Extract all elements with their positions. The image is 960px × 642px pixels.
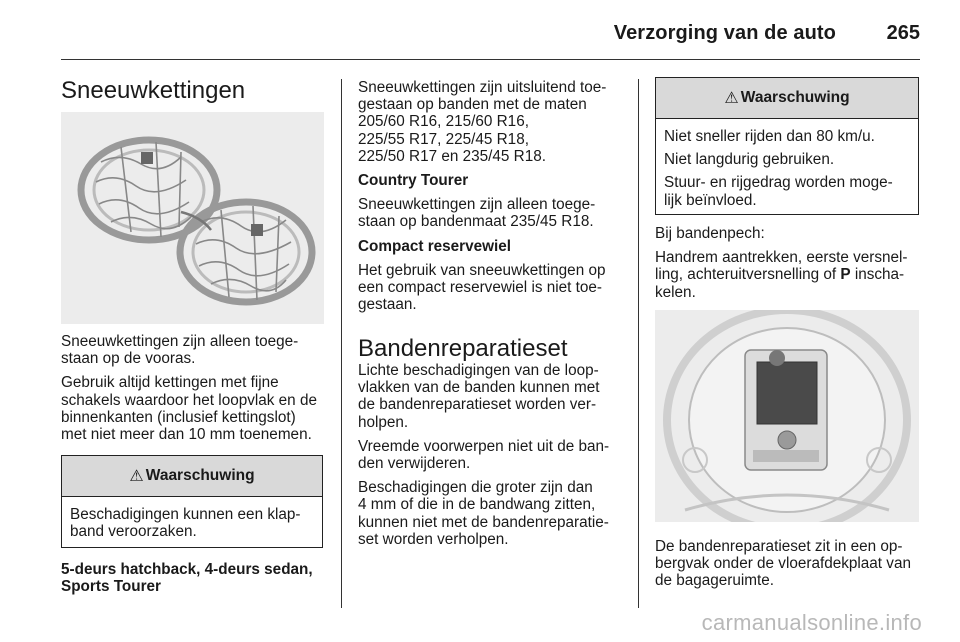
warning-item-duration: Niet langdurig gebruiken.: [664, 151, 835, 169]
paragraph-fine-links: [61, 374, 331, 443]
text-line: 225/50 R17 en 235/45 R18.: [358, 147, 546, 165]
page-number: 265: [886, 22, 920, 44]
running-header-title: Verzorging van de auto: [613, 22, 836, 44]
text-line: Beschadigingen kunnen een klap-: [70, 506, 301, 523]
text-line: kunnen niet met de bandenreparatie-: [358, 513, 609, 531]
warning-triangle-icon: ⚠: [724, 90, 739, 107]
text-line: Stuur- en rijgedrag worden moge-: [664, 174, 893, 192]
paragraph-tyre-sizes: [358, 79, 630, 165]
warning-body: [62, 497, 322, 548]
section-title-repair-kit: Bandenreparatieset: [358, 335, 568, 362]
text-line: kelen.: [655, 283, 696, 301]
text-line: Het gebruik van sneeuwkettingen op: [358, 261, 606, 279]
text-line: den verwijderen.: [358, 455, 471, 473]
text-line: bergvak onder de vloerafdekplaat van: [655, 555, 911, 573]
text-line: Sneeuwkettingen zijn alleen toege-: [61, 333, 299, 350]
text-line: met niet meer dan 10 mm toenemen.: [61, 426, 312, 444]
text-line: staan op bandenmaat 235/45 R18.: [358, 213, 594, 231]
text-line: gestaan op banden met de maten: [358, 96, 587, 114]
text-line: De bandenreparatieset zit in een op-: [655, 538, 903, 555]
text-line: ling, achteruitversnelling of: [655, 266, 841, 284]
text-line: 225/55 R17, 225/45 R18,: [358, 130, 529, 148]
text-line: de bagageruimte.: [655, 572, 775, 590]
paragraph-flat-instructions: [655, 249, 925, 301]
warning-heading: [656, 78, 918, 119]
text-line: vlakken van de banden kunnen met: [358, 379, 600, 397]
warning-triangle-icon: ⚠: [129, 468, 144, 485]
text-line: 205/60 R16, 215/60 R16,: [358, 113, 529, 131]
column-divider-right: [638, 79, 639, 608]
left-column-text: [61, 333, 331, 450]
warning-box-right: [655, 77, 919, 215]
warning-item-handling: [664, 174, 910, 208]
text-line: 5-deurs hatchback, 4-deurs sedan,: [61, 561, 313, 578]
gear-p-label: P: [840, 266, 851, 284]
text-line: 4 mm of die in de bandwang zitten,: [358, 496, 596, 514]
repair-kit-caption: [655, 538, 925, 590]
text-line: staan op de vooras.: [61, 350, 196, 368]
paragraph-repair-1: [358, 362, 630, 431]
text-line: de bandenreparatieset worden ver-: [358, 396, 597, 414]
warning-heading: [62, 456, 322, 497]
text-line: holpen.: [358, 413, 409, 431]
text-line: band veroorzaken.: [70, 523, 197, 541]
warning-box-left: [61, 455, 323, 548]
heading-compact-spare: Compact reservewiel: [358, 237, 512, 255]
middle-column-repair-text: [358, 362, 630, 555]
header-rule: [61, 59, 920, 60]
text-line: binnenkanten (inclusief kettingslot): [61, 408, 296, 426]
text-line: Handrem aantrekken, eerste versnel-: [655, 249, 908, 267]
paragraph-repair-2: [358, 438, 630, 472]
text-line: Gebruik altijd kettingen met fijne: [61, 374, 279, 392]
watermark: carmanualsonline.info: [701, 610, 922, 635]
text-line: inscha-: [850, 266, 905, 284]
repair-kit-icon: [655, 310, 919, 522]
repair-kit-illustration: [655, 310, 919, 522]
paragraph-front-axle: [61, 333, 331, 367]
paragraph-repair-3: [358, 479, 630, 548]
models-heading: [61, 561, 331, 595]
paragraph-flat-label: Bij bandenpech:: [655, 225, 765, 242]
text-line: Sneeuwkettingen zijn uitsluitend toe-: [358, 79, 607, 96]
snow-chains-icon: [61, 112, 324, 324]
text-line: lijk beïnvloed.: [664, 191, 757, 209]
warning-body: [656, 119, 918, 217]
text-line: schakels waardoor het loopvlak en de: [61, 391, 317, 409]
warning-heading-label: Waarschuwing: [145, 467, 255, 484]
text-line: Sports Tourer: [61, 578, 162, 596]
text-line: set worden verholpen.: [358, 530, 509, 548]
column-divider-left: [341, 79, 342, 608]
middle-column-text: [358, 79, 630, 320]
text-line: Lichte beschadigingen van de loop-: [358, 362, 599, 379]
text-line: Sneeuwkettingen zijn alleen toege-: [358, 196, 596, 214]
section-title-snow-chains: Sneeuwkettingen: [61, 77, 246, 104]
paragraph-country-tourer: [358, 196, 630, 230]
paragraph-compact-spare: [358, 262, 630, 314]
warning-heading-label: Waarschuwing: [740, 89, 850, 106]
snow-chains-illustration: [61, 112, 324, 324]
text-line: Beschadigingen die groter zijn dan: [358, 479, 593, 497]
text-line: een compact reservewiel is niet toe-: [358, 279, 603, 297]
warning-item-speed: Niet sneller rijden dan 80 km/u.: [664, 128, 875, 145]
heading-country-tourer: Country Tourer: [358, 172, 469, 190]
right-column-text: [655, 225, 925, 308]
text-line: gestaan.: [358, 296, 417, 314]
text-line: Vreemde voorwerpen niet uit de ban-: [358, 437, 610, 455]
